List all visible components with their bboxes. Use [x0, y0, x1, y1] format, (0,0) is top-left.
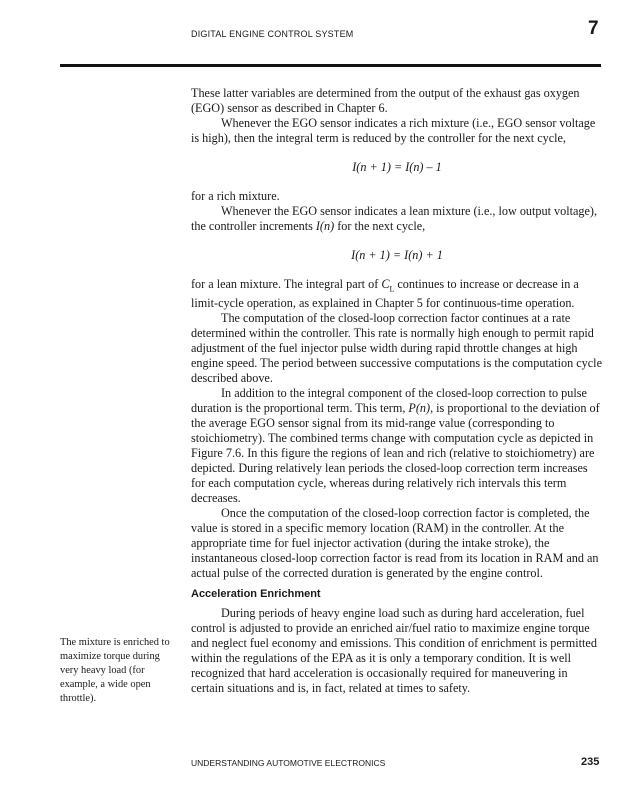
main-text [191, 86, 603, 696]
margin-note: The mixture is enriched to maximize torque during very heavy load (for example, a wide open throttle). [60, 637, 170, 704]
text-run: for the next cycle, [334, 219, 426, 233]
text-run: continues to increase or decrease in a limit-cycle operation, as explained in Chapter 5 for continuous-time operation. [191, 277, 579, 311]
variable: I(n) [315, 219, 335, 233]
paragraph [191, 277, 603, 311]
equation-rich: I(n + 1) = I(n) – 1 [352, 160, 442, 174]
footer-book-title: UNDERSTANDING AUTOMOTIVE ELECTRONICS [191, 758, 386, 768]
equation-lean: I(n + 1) = I(n) + 1 [351, 248, 443, 262]
variable: C [381, 277, 390, 291]
paragraph: Whenever the EGO sensor indicates a rich mixture (i.e., EGO sensor voltage is high), then the integral term is reduced by the controller for the next cycle, [191, 116, 596, 145]
paragraph: During periods of heavy engine load such as during hard acceleration, fuel control is adjusted to provide an enriched air/fuel ratio to maximize engine torque and neglect fuel economy and emissions. This condition of enrichment is permitted within the regulations of the EPA as it is only a temporary condition. It is well recognized that hard acceleration is occasionally required for maneuvering in certain situations and is, in fact, related at times to safety. [191, 606, 597, 696]
paragraph [191, 386, 603, 506]
section-heading: Acceleration Enrichment [191, 588, 321, 601]
paragraph: for a rich mixture. [191, 189, 280, 203]
text-run: for a lean mixture. The integral part of [191, 277, 382, 291]
paragraph: Once the computation of the closed-loop correction factor is completed, the value is stored in a specific memory location (RAM) in the controller. At the appropriate time for fuel injector activation (during the intake stroke), the instantaneous closed-loop correction factor is read from its location in RAM and an actual pulse of the corrected duration is generated by the engine control. [191, 506, 599, 581]
paragraph: These latter variables are determined from the output of the exhaust gas oxygen (EGO) sensor as described in Chapter 6. [191, 86, 580, 115]
running-header-title: DIGITAL ENGINE CONTROL SYSTEM [191, 29, 354, 39]
text-run: In addition to the integral component of the closed-loop correction to pulse duration is the proportional term. This term, [191, 386, 587, 416]
text-run: , is proportional to the deviation of the average EGO sensor signal from its mid-range value (corresponding to stoichiometry). The combined terms change with computation cycle as depicted in Figure 7.6. In this figure the regions of lean and rich (relative to stoichiometry) are depicted. During relatively lean periods the closed-loop correction term increases for each computation cycle, whereas during relatively rich intervals this term decreases. [191, 401, 600, 506]
subscript: L [389, 284, 395, 294]
paragraph: The computation of the closed-loop correction factor continues at a rate determined within the controller. This rate is normally high enough to permit rapid adjustment of the fuel injector pulse width during rapid throttle changes at high engine speed. The period between successive computations is the computation cycle described above. [191, 311, 602, 386]
chapter-number: 7 [588, 18, 599, 39]
text-run: Whenever the EGO sensor indicates a lean mixture (i.e., low output voltage), the controller increments [191, 204, 597, 233]
paragraph [191, 204, 603, 234]
page-number: 235 [581, 756, 600, 768]
header-rule [60, 64, 601, 67]
variable: P(n) [408, 401, 431, 416]
